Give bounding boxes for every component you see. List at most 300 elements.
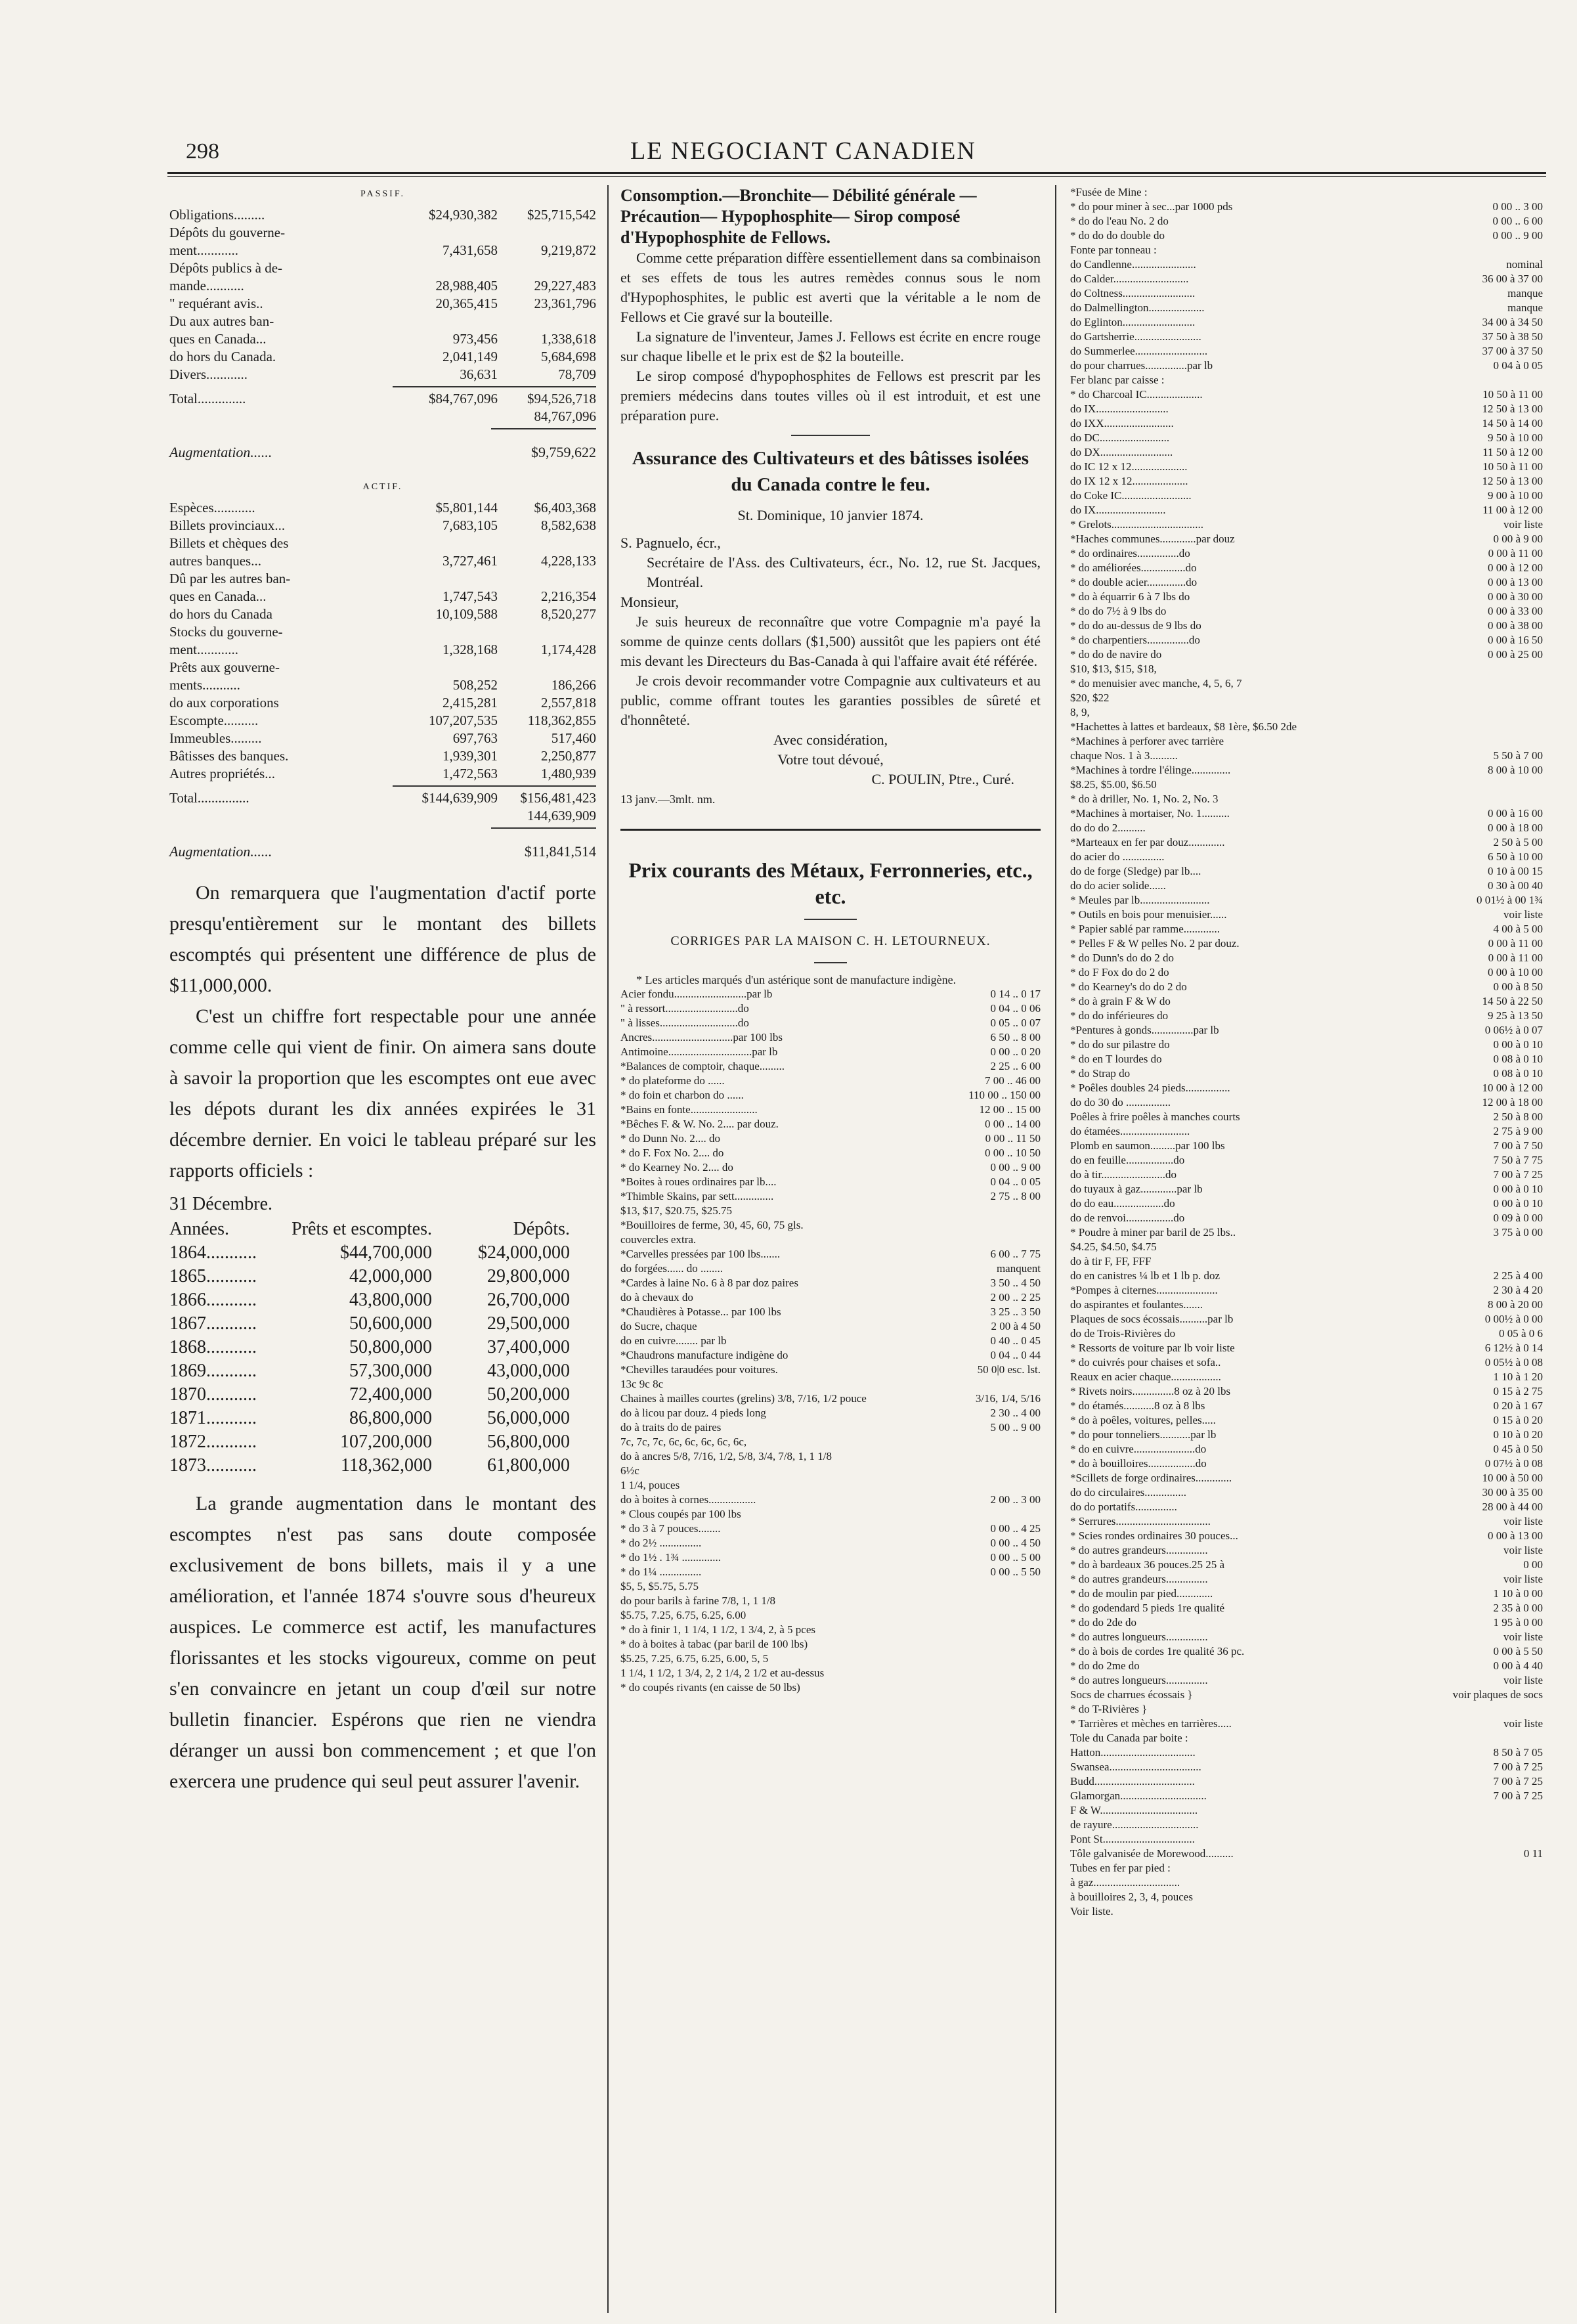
price-row <box>1070 1283 1543 1298</box>
price-value: 0 00 à 9 00 <box>1493 533 1543 545</box>
price-row <box>1070 965 1543 980</box>
price-item: $5.75, 7.25, 6.75, 6.25, 6.00 <box>620 1609 746 1621</box>
price-value: 0 45 à 0 50 <box>1493 1443 1543 1455</box>
price-item: do do circulaires............... <box>1070 1486 1187 1499</box>
price-row <box>1070 431 1543 445</box>
column-price-list <box>1070 185 1543 1919</box>
price-item: Tôle galvanisée de Morewood.......... <box>1070 1847 1234 1860</box>
price-row <box>1070 1558 1543 1572</box>
price-row <box>1070 1904 1543 1919</box>
loans-cell: 50,600,000 <box>349 1313 432 1334</box>
finance-row <box>169 259 596 277</box>
decade-row <box>169 1407 596 1430</box>
price-value: voir liste <box>1503 1515 1543 1527</box>
total-a: $144,639,909 <box>421 790 498 806</box>
price-row <box>1070 1500 1543 1514</box>
finance-row <box>169 535 596 552</box>
price-row <box>1070 1066 1543 1081</box>
price-row <box>1070 1774 1543 1789</box>
price-row <box>1070 1789 1543 1803</box>
augmentation-label: Augmentation...... <box>169 444 272 460</box>
finance-label: ment............ <box>169 242 238 258</box>
finance-value-a: 3,727,461 <box>443 553 498 569</box>
price-value: 7 50 à 7 75 <box>1493 1154 1543 1166</box>
finance-row <box>169 712 596 730</box>
price-value: 0 15 à 2 75 <box>1493 1385 1543 1397</box>
price-item: *Chaudières à Potasse... par 100 lbs <box>620 1305 781 1318</box>
price-row <box>620 1666 1041 1680</box>
price-row <box>1070 1630 1543 1644</box>
price-item: $8.25, $5.00, $6.50 <box>1070 778 1157 791</box>
price-item: *Boites à roues ordinaires par lb.... <box>620 1175 777 1188</box>
price-item: do IX.......................... <box>1070 403 1169 415</box>
price-value: 0 04 .. 0 05 <box>990 1175 1041 1188</box>
price-row <box>620 1131 1041 1146</box>
price-row <box>1070 1384 1543 1399</box>
price-value <box>1431 373 1543 387</box>
finance-value-a: 1,747,543 <box>443 588 498 604</box>
price-item: * Papier sablé par ramme............. <box>1070 923 1221 935</box>
price-value: 0 00 à 16 50 <box>1487 634 1543 646</box>
price-value: 3 75 à 0 00 <box>1493 1226 1543 1239</box>
price-row <box>620 1507 1041 1522</box>
price-row <box>1070 1225 1543 1240</box>
price-row <box>620 1522 1041 1536</box>
price-value: 36 00 à 37 00 <box>1482 273 1543 285</box>
price-row <box>1070 1370 1543 1384</box>
price-item: Plomb en saumon.........par 100 lbs <box>1070 1139 1225 1152</box>
augmentation-label: Augmentation...... <box>169 843 272 860</box>
price-value <box>942 1666 1041 1680</box>
finance-value-b <box>498 623 596 641</box>
deposits-cell: 29,800,000 <box>487 1266 570 1286</box>
price-row <box>1070 893 1543 908</box>
finance-label: Dépôts du gouverne- <box>169 225 286 240</box>
finance-value-b: 9,219,872 <box>541 242 596 258</box>
price-value <box>1431 720 1543 734</box>
price-row <box>1070 1124 1543 1139</box>
price-value: 12 00 .. 15 00 <box>979 1103 1041 1116</box>
finance-value-a: $24,930,382 <box>429 207 498 223</box>
passif-total-row-2 <box>169 408 596 426</box>
deposits-cell: 26,700,000 <box>487 1290 570 1310</box>
finance-label: Du aux autres ban- <box>169 313 274 329</box>
total-b: $94,526,718 <box>527 391 596 406</box>
price-item: * do T-Rivières } <box>1070 1703 1148 1715</box>
finance-label: Bâtisses des banques. <box>169 748 289 764</box>
price-value: 0 00 à 33 00 <box>1487 605 1543 617</box>
price-value: 2 35 à 0 00 <box>1493 1602 1543 1614</box>
price-item: * do de moulin par pied............. <box>1070 1587 1213 1600</box>
price-value: 6 12½ à 0 14 <box>1484 1342 1543 1354</box>
price-row <box>1070 619 1543 633</box>
finance-row <box>169 242 596 259</box>
price-value: 8 00 à 10 00 <box>1487 764 1543 776</box>
price-row <box>1070 778 1543 792</box>
price-row <box>1070 1442 1543 1457</box>
finance-value-a: 7,683,105 <box>443 517 498 533</box>
price-item: * do Kearney No. 2.... do <box>620 1161 733 1173</box>
page-number: 298 <box>186 139 219 164</box>
price-row <box>1070 1457 1543 1471</box>
price-row <box>1070 1254 1543 1269</box>
price-row <box>620 1175 1041 1189</box>
finance-value-b: 29,227,483 <box>534 278 596 294</box>
price-row <box>620 1319 1041 1334</box>
finance-label: Divers............ <box>169 366 248 382</box>
price-value <box>1431 1803 1543 1818</box>
price-value: manque <box>1507 287 1543 299</box>
price-item: *Haches communes.............par douz <box>1070 533 1235 545</box>
loans-cell: 50,800,000 <box>349 1337 432 1357</box>
finance-value-a: 508,252 <box>452 677 498 693</box>
price-item: * do plateforme do ...... <box>620 1074 725 1087</box>
price-value: 0 00 .. 6 00 <box>1492 215 1543 227</box>
price-value: 7 00 .. 46 00 <box>985 1074 1041 1087</box>
price-item: do à chevaux do <box>620 1291 693 1304</box>
finance-label: do aux corporations <box>169 695 279 711</box>
price-value: 0 01½ à 00 1¾ <box>1476 894 1543 906</box>
price-row <box>1070 1341 1543 1355</box>
price-row <box>1070 1659 1543 1673</box>
price-row <box>620 1189 1041 1204</box>
price-row <box>1070 850 1543 864</box>
price-item: Socs de charrues écossais } <box>1070 1688 1193 1701</box>
finance-row <box>169 295 596 313</box>
sum-rule <box>491 428 596 429</box>
price-value: 0 14 .. 0 17 <box>990 988 1041 1000</box>
deposits-cell: 56,800,000 <box>487 1432 570 1452</box>
sum-rule <box>393 785 596 787</box>
price-value: 0 00 à 11 00 <box>1488 952 1543 964</box>
price-item: * do charpentiers...............do <box>1070 634 1200 646</box>
price-value: manque <box>1507 301 1543 314</box>
price-value: 30 00 à 35 00 <box>1482 1486 1543 1499</box>
price-item: 13c 9c 8c <box>620 1378 664 1390</box>
price-value: 0 05½ à 0 08 <box>1484 1356 1543 1369</box>
column-rule-2 <box>1055 185 1056 2313</box>
price-value: 9 50 à 10 00 <box>1487 431 1543 444</box>
price-value: 0 00 .. 9 00 <box>990 1161 1041 1173</box>
price-value: 0 05 à 0 6 <box>1498 1327 1543 1340</box>
running-head: LE NEGOCIANT CANADIEN <box>630 137 976 165</box>
price-row <box>1070 1832 1543 1847</box>
price-value <box>942 1377 1041 1392</box>
finance-label: ments........... <box>169 677 240 693</box>
decade-row <box>169 1383 596 1407</box>
price-value: nominal <box>1506 258 1543 271</box>
finance-value-a <box>409 224 498 242</box>
price-row <box>620 1045 1041 1059</box>
price-value: 0 00 à 38 00 <box>1487 619 1543 632</box>
price-row <box>1070 922 1543 936</box>
price-value <box>1431 1875 1543 1890</box>
price-value: 0 00 à 30 00 <box>1487 590 1543 603</box>
price-row <box>1070 864 1543 879</box>
letter-signature: C. POULIN, Ptre., Curé. <box>871 771 1014 787</box>
price-value: 50 0|0 esc. lst. <box>977 1363 1041 1376</box>
price-row <box>620 1449 1041 1464</box>
price-value <box>1431 662 1543 676</box>
price-item: do Gartsherrie........................ <box>1070 330 1201 343</box>
price-item: do Dalmellington.................... <box>1070 301 1205 314</box>
price-row <box>1070 647 1543 662</box>
price-item: *Pompes à citernes...................... <box>1070 1284 1218 1296</box>
price-row <box>1070 1861 1543 1875</box>
price-item: $13, $17, $20.75, $25.75 <box>620 1204 732 1217</box>
letter-close-1: Avec considération, <box>773 732 888 748</box>
price-row <box>1070 185 1543 200</box>
price-value <box>942 1464 1041 1478</box>
price-value: 0 00 à 8 50 <box>1493 980 1543 993</box>
price-row <box>1070 1269 1543 1283</box>
price-row <box>1070 691 1543 705</box>
price-row <box>620 1247 1041 1261</box>
prices-note: * Les articles marqués d'un astérique sont de manufacture indigène. <box>636 973 957 986</box>
price-row <box>620 1406 1041 1420</box>
price-value: 0 00 .. 9 00 <box>1492 229 1543 242</box>
finance-label: Obligations......... <box>169 207 265 223</box>
ad-insurance-title: Assurance des Cultivateurs et des bâtisses isolées du Canada contre le feu. <box>632 448 1029 495</box>
price-value: 0 00 à 10 00 <box>1487 966 1543 978</box>
price-item: * do pour miner à sec...par 1000 pds <box>1070 200 1233 213</box>
price-item: $5, 5, $5.75, 5.75 <box>620 1580 699 1592</box>
price-row <box>1070 315 1543 330</box>
finance-row <box>169 313 596 330</box>
price-row <box>1070 229 1543 243</box>
price-item: Acier fondu..........................par lb <box>620 988 773 1000</box>
finance-label: Billets et chèques des <box>169 535 289 551</box>
price-item: do IC 12 x 12.................... <box>1070 460 1188 473</box>
price-value <box>942 1623 1041 1637</box>
price-item: couvercles extra. <box>620 1233 697 1246</box>
finance-value-a: 107,207,535 <box>429 713 498 728</box>
price-item: * do do sur pilastre do <box>1070 1038 1170 1051</box>
price-value <box>1431 1240 1543 1254</box>
price-item: * do Charcoal IC.................... <box>1070 388 1203 401</box>
finance-label: do hors du Canada. <box>169 349 276 364</box>
price-value <box>1431 1702 1543 1717</box>
price-item: * do à boites à tabac (par baril de 100 lbs) <box>620 1638 808 1650</box>
price-item: * Grelots................................. <box>1070 518 1204 531</box>
price-value <box>1431 1904 1543 1919</box>
price-row <box>620 1088 1041 1103</box>
price-value: 7 00 à 7 25 <box>1493 1775 1543 1787</box>
price-item: * Outils en bois pour menuisier...... <box>1070 908 1227 921</box>
price-item: * do autres longueurs............... <box>1070 1631 1208 1643</box>
price-row <box>1070 416 1543 431</box>
finance-label: Stocks du gouverne- <box>169 624 283 640</box>
price-value: 0 00 à 12 00 <box>1487 561 1543 574</box>
price-value: 0 00 à 16 00 <box>1487 807 1543 820</box>
price-item: *Marteaux en fer par douz............. <box>1070 836 1225 848</box>
price-row <box>620 1074 1041 1088</box>
price-item: * do autres grandeurs............... <box>1070 1544 1208 1556</box>
price-value: 0 00 .. 11 50 <box>985 1132 1041 1145</box>
finance-value-b <box>498 313 596 330</box>
price-value <box>942 1608 1041 1623</box>
price-row <box>1070 243 1543 257</box>
price-value: 5 00 .. 9 00 <box>990 1421 1041 1434</box>
price-row <box>1070 561 1543 575</box>
price-row <box>1070 272 1543 286</box>
price-value: 0 00 .. 14 00 <box>985 1118 1041 1130</box>
price-item: $10, $13, $15, $18, <box>1070 663 1157 675</box>
price-row <box>1070 1312 1543 1326</box>
finance-row <box>169 552 596 570</box>
price-value: 10 50 à 11 00 <box>1482 388 1543 401</box>
price-row <box>1070 257 1543 272</box>
decade-row <box>169 1241 596 1265</box>
year-cell: 1864........... <box>169 1242 257 1263</box>
price-value: 0 00 à 0 10 <box>1493 1183 1543 1195</box>
price-item: do Calder........................... <box>1070 273 1189 285</box>
price-value: 0 15 à 0 20 <box>1493 1414 1543 1426</box>
price-item: Plaques de socs écossais..........par lb <box>1070 1313 1234 1325</box>
price-item: Tole du Canada par boite : <box>1070 1732 1188 1744</box>
price-value: voir liste <box>1503 1717 1543 1730</box>
price-item: do IXX......................... <box>1070 417 1174 429</box>
price-item: do Coke IC......................... <box>1070 489 1192 502</box>
finance-value-a: 10,109,588 <box>435 606 498 622</box>
finance-row <box>169 277 596 295</box>
price-value: 0 00 .. 4 50 <box>990 1537 1041 1549</box>
price-value: voir liste <box>1503 1573 1543 1585</box>
price-value <box>942 1218 1041 1233</box>
price-item: * do cuivrés pour chaises et sofa.. <box>1070 1356 1221 1369</box>
finance-label: " requérant avis.. <box>169 296 263 311</box>
price-item: do à ancres 5/8, 7/16, 1/2, 5/8, 3/4, 7/8, 1, 1 1/8 <box>620 1450 832 1462</box>
commentary-paragraph-2: C'est un chiffre fort respectable pour une année comme celle qui vient de finir. On aimera sans doute à savoir la proportion que les escomptes ont eue avec les dépots durant les dix années expirées le 31 décembre dernier. En voici le tableau préparé sur les rapports officiels : <box>169 1005 596 1181</box>
price-row <box>1070 1572 1543 1587</box>
price-value: 6 50 à 10 00 <box>1487 850 1543 863</box>
price-value <box>1431 243 1543 257</box>
finance-label: ment............ <box>169 642 238 657</box>
price-row <box>1070 676 1543 691</box>
price-item: 7c, 7c, 7c, 6c, 6c, 6c, 6c, 6c, <box>620 1436 747 1448</box>
price-row <box>1070 474 1543 489</box>
price-value: 0 40 .. 0 45 <box>990 1334 1041 1347</box>
price-item: * do pour tonneliers...........par lb <box>1070 1428 1217 1441</box>
price-item: *Chaudrons manufacture indigène do <box>620 1349 788 1361</box>
finance-value-b: 4,228,133 <box>541 553 596 569</box>
price-item: * do do 7½ à 9 lbs do <box>1070 605 1167 617</box>
price-item: * do améliorées................do <box>1070 561 1197 574</box>
price-value: 0 00 à 5 50 <box>1493 1645 1543 1657</box>
deposits-cell: 56,000,000 <box>487 1408 570 1428</box>
price-item: de rayure............................... <box>1070 1818 1199 1831</box>
finance-value-a: 36,631 <box>460 366 498 382</box>
price-value: 14 50 à 14 00 <box>1482 417 1543 429</box>
price-item: * do à poêles, voitures, pelles..... <box>1070 1414 1216 1426</box>
decade-row <box>169 1265 596 1288</box>
price-row <box>1070 1745 1543 1760</box>
price-value: 0 00 <box>1523 1558 1543 1571</box>
price-item: * do F Fox do do 2 do <box>1070 966 1169 978</box>
price-item: *Carvelles pressées par 100 lbs....... <box>620 1248 781 1260</box>
price-item: do do eau..................do <box>1070 1197 1175 1210</box>
price-value: 0 06½ à 0 07 <box>1484 1024 1543 1036</box>
price-item: * do à bardeaux 36 pouces.25 25 à <box>1070 1558 1225 1571</box>
price-value: manquent <box>996 1262 1041 1275</box>
price-item: * do do au-dessus de 9 lbs do <box>1070 619 1201 632</box>
price-item: do do do 2.......... <box>1070 822 1146 834</box>
price-item: * do à équarrir 6 à 7 lbs do <box>1070 590 1190 603</box>
price-item: * do 1½ . 1¾ .............. <box>620 1551 721 1564</box>
price-value: 0 00 à 4 40 <box>1493 1659 1543 1672</box>
price-row <box>1070 806 1543 821</box>
price-item: *Balances de comptoir, chaque......... <box>620 1060 785 1072</box>
price-row <box>1070 1110 1543 1124</box>
price-item: $5.25, 7.25, 6.75, 6.25, 6.00, 5, 5 <box>620 1652 769 1665</box>
finance-row <box>169 694 596 712</box>
price-value: 0 04 .. 0 44 <box>990 1349 1041 1361</box>
finance-value-a: 2,041,149 <box>443 349 498 364</box>
finance-label: Dû par les autres ban- <box>169 571 291 586</box>
price-value: 2 00 à 4 50 <box>991 1320 1041 1332</box>
price-row <box>1070 1196 1543 1211</box>
price-item: * do double acier..............do <box>1070 576 1198 588</box>
price-row <box>1070 460 1543 474</box>
price-row <box>1070 1702 1543 1717</box>
price-row <box>1070 1298 1543 1312</box>
separator <box>791 435 870 436</box>
price-row <box>1070 1355 1543 1370</box>
price-value <box>942 1478 1041 1493</box>
separator <box>804 919 857 920</box>
price-value: 0 00½ à 0 00 <box>1484 1313 1543 1325</box>
price-row <box>1070 359 1543 373</box>
price-value <box>1431 691 1543 705</box>
price-row <box>1070 792 1543 806</box>
price-item: * Scies rondes ordinaires 30 pouces... <box>1070 1529 1238 1542</box>
deposits-cell: 37,400,000 <box>487 1337 570 1357</box>
price-item: * do Strap do <box>1070 1067 1131 1080</box>
ad-fellows-title: Consomption.—Bronchite— Débilité générale — Précaution— Hypophosphite— Sirop composé d'Hypophosphite de Fellows. <box>620 186 977 247</box>
price-row <box>620 1565 1041 1579</box>
price-item: *Machines à mortaiser, No. 1.......... <box>1070 807 1230 820</box>
price-row <box>620 1204 1041 1218</box>
price-item: do do portatifs............... <box>1070 1501 1177 1513</box>
price-row <box>620 1030 1041 1045</box>
price-row <box>1070 1890 1543 1904</box>
finance-value-a <box>409 570 498 588</box>
price-value <box>942 1204 1041 1218</box>
price-row <box>1070 344 1543 359</box>
price-item: * do 3 à 7 pouces........ <box>620 1522 721 1535</box>
finance-value-b: 78,709 <box>558 366 596 382</box>
price-item: * do do do double do <box>1070 229 1165 242</box>
decade-row <box>169 1312 596 1336</box>
price-value <box>942 1449 1041 1464</box>
price-item: do tuyaux à gaz.............par lb <box>1070 1183 1203 1195</box>
price-row <box>1070 373 1543 387</box>
price-item: * do F. Fox No. 2.... do <box>620 1147 724 1159</box>
price-item: Fonte par tonneau : <box>1070 244 1157 256</box>
finance-value-a <box>409 313 498 330</box>
price-row <box>1070 575 1543 590</box>
price-item: 6½c <box>620 1464 639 1477</box>
finance-row <box>169 588 596 605</box>
price-item: *Bêches F. & W. No. 2.... par douz. <box>620 1118 779 1130</box>
deposits-cell: 29,500,000 <box>487 1313 570 1334</box>
price-value: voir liste <box>1503 1631 1543 1643</box>
finance-row <box>169 348 596 366</box>
price-value: 0 00 à 0 10 <box>1493 1197 1543 1210</box>
price-item: Chaines à mailles courtes (grelins) 3/8, 7/16, 1/2 pouce <box>620 1392 867 1405</box>
price-item: Reaux en acier chaque.................. <box>1070 1370 1221 1383</box>
price-row <box>1070 1601 1543 1615</box>
